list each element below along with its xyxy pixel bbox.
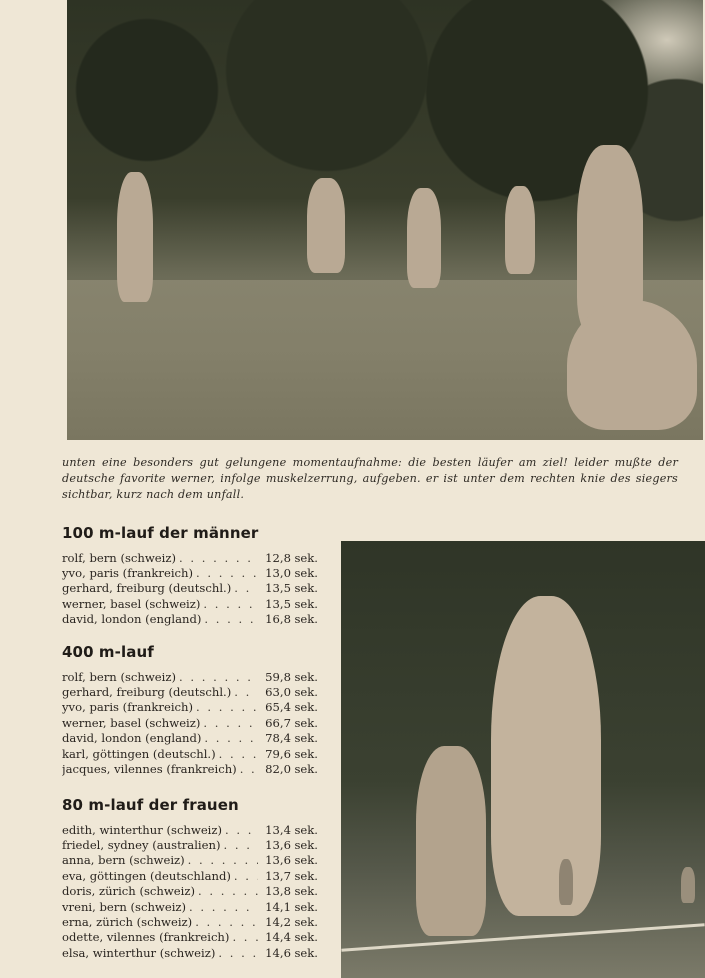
athlete-name: yvo, paris (frankreich) — [62, 566, 194, 581]
result-time: 78,4 — [265, 731, 291, 746]
dot-leader — [240, 762, 258, 776]
athlete-name: gerhard, freiburg (deutschl.) — [62, 581, 232, 596]
result-time: 16,8 — [265, 612, 291, 627]
athlete-name: gerhard, freiburg (deutschl.) — [62, 685, 232, 700]
result-row — [62, 684, 318, 699]
result-unit: sek. — [294, 853, 318, 868]
result-unit: sek. — [294, 945, 318, 960]
result-time: 12,8 — [265, 550, 291, 565]
result-unit: sek. — [294, 884, 318, 899]
result-row — [62, 550, 318, 565]
result-row — [62, 581, 318, 596]
result-row — [62, 669, 318, 684]
result-row — [62, 853, 318, 868]
result-time: 14,2 — [265, 915, 291, 930]
result-time: 13,5 — [265, 596, 291, 611]
seated-figure — [567, 300, 697, 430]
result-row — [62, 945, 318, 960]
dot-leader — [203, 716, 258, 730]
result-unit: sek. — [294, 715, 318, 730]
result-time: 59,8 — [265, 669, 291, 684]
result-row — [62, 884, 318, 899]
result-time: 13,7 — [265, 868, 291, 883]
result-row — [62, 565, 318, 580]
result-time: 14,1 — [265, 899, 291, 914]
athlete-name: eva, göttingen (deutschland) — [62, 868, 231, 883]
dot-leader — [203, 597, 258, 611]
runner-figure — [307, 178, 345, 273]
section-title-400m: 400 m-lauf — [62, 643, 154, 661]
result-row — [62, 822, 318, 837]
dot-leader — [234, 869, 258, 883]
dot-leader — [198, 884, 258, 898]
spectator-figure — [117, 172, 153, 302]
dot-leader — [219, 747, 258, 761]
result-row — [62, 930, 318, 945]
result-unit: sek. — [294, 746, 318, 761]
result-row — [62, 914, 318, 929]
dot-leader — [234, 581, 258, 595]
dot-leader — [196, 700, 258, 714]
athlete-name: werner, basel (schweiz) — [62, 596, 201, 611]
result-row — [62, 731, 318, 746]
section-title-80m-women: 80 m-lauf der frauen — [62, 796, 239, 814]
photo-caption: unten eine besonders gut gelungene momentaufnahme: die besten läufer am ziel! leider mußte der deutsche favorite werner, infolge muskelzerrung, aufgeben. er ist unter dem rechten knie des siegers sichtbar, kurz nach dem unfall. — [62, 456, 678, 501]
result-row — [62, 761, 318, 776]
top-photo-race-finish — [67, 0, 703, 440]
dot-leader — [188, 853, 258, 867]
athlete-name: vreni, bern (schweiz) — [62, 899, 187, 914]
athlete-name: david, london (england) — [62, 612, 202, 627]
result-row — [62, 715, 318, 730]
result-time: 13,5 — [265, 581, 291, 596]
runner-figure — [407, 188, 441, 288]
result-unit: sek. — [294, 566, 318, 581]
result-row — [62, 868, 318, 883]
result-time: 13,6 — [265, 838, 291, 853]
results-list-80m-women — [62, 822, 318, 961]
result-time: 82,0 — [265, 762, 291, 777]
result-row — [62, 837, 318, 852]
runner-figure — [505, 186, 535, 274]
athlete-name: doris, zürich (schweiz) — [62, 884, 195, 899]
second-runner-figure — [416, 746, 486, 936]
result-unit: sek. — [294, 685, 318, 700]
result-time: 13,8 — [265, 884, 291, 899]
result-unit: sek. — [294, 669, 318, 684]
result-time: 79,6 — [265, 746, 291, 761]
athlete-name: werner, basel (schweiz) — [62, 715, 201, 730]
result-row — [62, 746, 318, 761]
result-time: 63,0 — [265, 685, 291, 700]
result-unit: sek. — [294, 899, 318, 914]
bottom-photo-runners — [341, 541, 705, 978]
result-unit: sek. — [294, 915, 318, 930]
result-row — [62, 899, 318, 914]
dot-leader — [179, 670, 258, 684]
athlete-name: yvo, paris (frankreich) — [62, 700, 194, 715]
athlete-name: jacques, vilennes (frankreich) — [62, 762, 237, 777]
dot-leader — [179, 551, 258, 565]
results-list-400m — [62, 669, 318, 777]
result-unit: sek. — [294, 762, 318, 777]
result-unit: sek. — [294, 731, 318, 746]
result-time: 13,4 — [265, 822, 291, 837]
result-time: 65,4 — [265, 700, 291, 715]
athlete-name: edith, winterthur (schweiz) — [62, 822, 223, 837]
dot-leader — [204, 612, 258, 626]
distant-runner-figure — [559, 859, 573, 905]
result-unit: sek. — [294, 930, 318, 945]
distant-runner-figure — [681, 867, 695, 903]
result-unit: sek. — [294, 612, 318, 627]
results-list-100m-men — [62, 550, 318, 627]
result-unit: sek. — [294, 700, 318, 715]
result-unit: sek. — [294, 581, 318, 596]
dot-leader — [189, 900, 258, 914]
dot-leader — [225, 823, 258, 837]
athlete-name: anna, bern (schweiz) — [62, 853, 185, 868]
result-time: 13,0 — [265, 566, 291, 581]
result-row — [62, 612, 318, 627]
athlete-name: friedel, sydney (australien) — [62, 838, 221, 853]
dot-leader — [196, 566, 258, 580]
athlete-name: karl, göttingen (deutschl.) — [62, 746, 216, 761]
dot-leader — [234, 685, 258, 699]
finish-line — [341, 923, 704, 951]
result-time: 14,4 — [265, 930, 291, 945]
result-row — [62, 700, 318, 715]
result-time: 66,7 — [265, 715, 291, 730]
result-unit: sek. — [294, 596, 318, 611]
result-unit: sek. — [294, 868, 318, 883]
result-row — [62, 596, 318, 611]
lead-runner-figure — [491, 596, 601, 916]
section-title-100m-men: 100 m-lauf der männer — [62, 524, 259, 542]
result-unit: sek. — [294, 838, 318, 853]
athlete-name: erna, zürich (schweiz) — [62, 915, 193, 930]
dot-leader — [232, 930, 258, 944]
athlete-name: rolf, bern (schweiz) — [62, 669, 177, 684]
athlete-name: david, london (england) — [62, 731, 202, 746]
dot-leader — [195, 915, 258, 929]
dot-leader — [223, 838, 258, 852]
result-time: 13,6 — [265, 853, 291, 868]
result-unit: sek. — [294, 550, 318, 565]
athlete-name: elsa, winterthur (schweiz) — [62, 945, 216, 960]
athlete-name: rolf, bern (schweiz) — [62, 550, 177, 565]
result-unit: sek. — [294, 822, 318, 837]
athlete-name: odette, vilennes (frankreich) — [62, 930, 230, 945]
dot-leader — [204, 731, 258, 745]
result-time: 14,6 — [265, 945, 291, 960]
dot-leader — [218, 946, 258, 960]
